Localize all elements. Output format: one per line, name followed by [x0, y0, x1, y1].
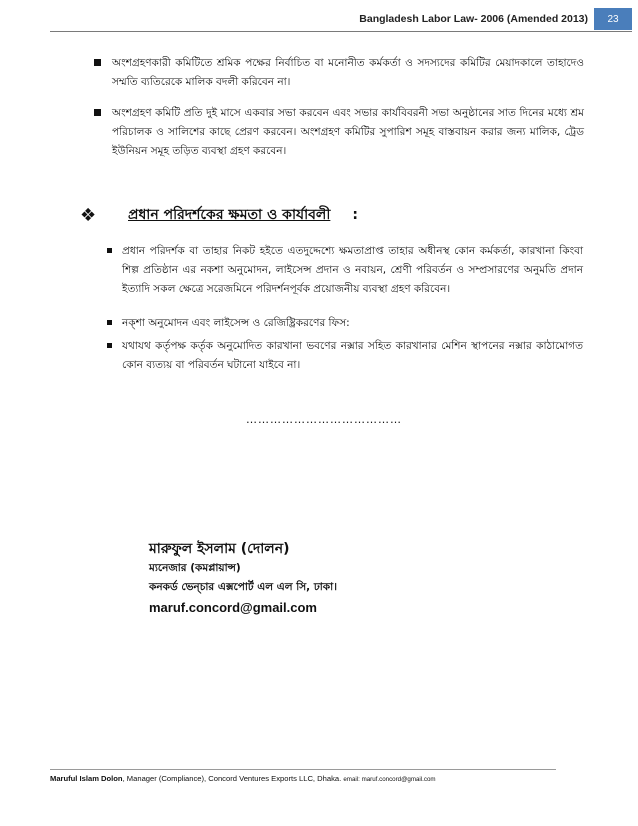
document-header-title: Bangladesh Labor Law- 2006 (Amended 2013) — [359, 13, 588, 25]
square-bullet-icon — [107, 343, 112, 348]
list-item — [94, 104, 584, 161]
square-bullet-icon — [94, 59, 101, 66]
dotted-divider: ………………………………… — [246, 413, 402, 426]
footer-divider — [50, 769, 556, 770]
square-bullet-icon — [107, 248, 112, 253]
signature-organization: কনকর্ড ভেন্চার এক্সপোর্ট এল এল সি, ঢাকা। — [149, 581, 337, 593]
four-diamond-icon: ❖ — [80, 204, 97, 226]
page-footer — [50, 774, 436, 783]
square-bullet-icon — [107, 320, 112, 325]
footer-author-name: Maruful Islam Dolon — [50, 774, 123, 783]
section-title: প্রধান পরিদর্শকের ক্ষমতা ও কার্যাবলী — [128, 207, 331, 223]
list-item — [107, 242, 583, 299]
footer-author-role: , Manager (Compliance), Concord Ventures Exports LLC, Dhaka. — [122, 774, 342, 783]
section-heading — [80, 203, 358, 227]
header-divider — [50, 31, 632, 32]
signature-email: maruf.concord@gmail.com — [149, 600, 317, 615]
paragraph-text: প্রধান পরিদর্শক বা তাহার নিকট হইতে এতদুদ্দেশ্যে ক্ষমতাপ্রাপ্ত তাহার অধীনস্থ কোন কর্মকর্তা, কারখানা কিংবা শিল্প প্রতিষ্ঠান এর নকশা অনুমোদন, লাইসেন্স প্রদান ও নবায়ন, শ্রেণী পরিবর্তন ও সম্প্রসারণের অনুমতি প্রদান ইত্যাদি সকল ক্ষেত্রে সরেজমিনে পরিদর্শনপূর্বক প্রয়োজনীয় ব্যবস্থা গ্রহণ করিবেন। — [122, 245, 583, 295]
paragraph-text: অংশগ্রহণ কমিটি প্রতি দুই মাসে একবার সভা করবেন এবং সভার কার্যবিবরনী সভা অনুষ্ঠানের সাত দিনের মধ্যে শ্রম পরিচালক ও সালিশের কাছে প্রেরণ করবেন। অংশগ্রহণ কমিটির সুপারিশ সমূহ বাস্তবায়ন করার জন্য মালিক, ট্রেড ইউনিয়ন সমূহ তড়িত ব্যবস্থা গ্রহণ করবেন। — [112, 107, 584, 157]
list-item — [107, 314, 583, 333]
square-bullet-icon — [94, 109, 101, 116]
paragraph-text: নক্শা অনুমোদন এবং লাইসেন্স ও রেজিষ্ট্রিকরণের ফিস: — [122, 317, 350, 329]
list-item — [94, 54, 584, 92]
footer-email: email: maruf.concord@gmail.com — [343, 776, 436, 783]
paragraph-text: অংশগ্রহণকারী কমিটিতে শ্রমিক পক্ষের নির্বাচিত বা মনোনীত কর্মকর্তা ও সদস্যদের কমিটির মেয়াদকালে তাহাদেও সম্মতি ব্যতিরেকে মালিক বদলী করিবেন না। — [112, 57, 584, 88]
paragraph-text: যথাযথ কর্তৃপক্ষ কর্তৃক অনুমোদিত কারখানা ভবণের নক্সার সহিত কারখানার মেশিন স্থাপনের নক্সার কাঠামোগত কোন ব্যত্যয় বা পরিবর্তন ঘটানো যাইবে না। — [122, 340, 583, 371]
signature-name: মারুফুল ইসলাম (দোলন) — [149, 541, 290, 557]
section-title-colon: : — [352, 207, 358, 223]
page-number-badge: 23 — [594, 8, 632, 30]
list-item — [107, 337, 583, 375]
signature-title: ম্যনেজার (কমপ্লায়ান্স) — [149, 562, 241, 574]
